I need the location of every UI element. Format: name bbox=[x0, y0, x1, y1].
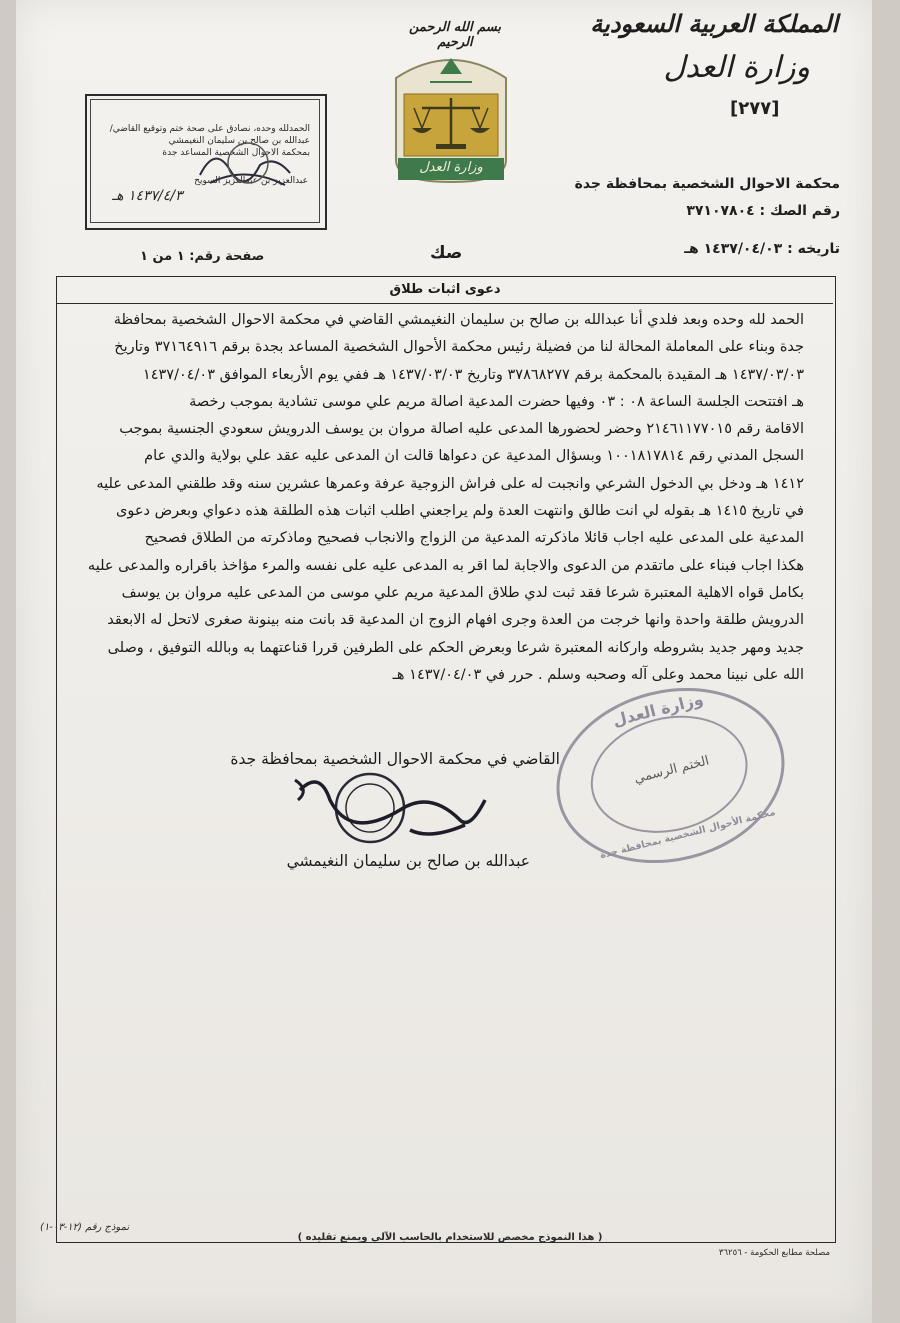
certification-line: عبدالله بن صالح بن سليمان النغيمشي bbox=[168, 136, 310, 146]
court-name: محكمة الاحوال الشخصية بمحافظة جدة bbox=[574, 176, 840, 192]
body-line: هكذا اجاب فبناء على ماتقدم من الدعوى والاجابة لما اقر به المدعى عليه على نفسه والمرء مؤاخذ باقراره والمدعى عليه bbox=[87, 557, 804, 574]
ministry-name: وزارة العدل bbox=[663, 50, 810, 85]
logo-caption: وزارة العدل bbox=[419, 160, 483, 175]
judge-title: القاضي في محكمة الاحوال الشخصية بمحافظة جدة bbox=[230, 750, 560, 768]
body-line: الله على نبينا محمد وعلى آله وصحبه وسلم . حرر في ١٤٣٧/٠٤/٠٣ هـ bbox=[392, 666, 804, 683]
official-stamp-label: الختم الرسمي bbox=[632, 753, 711, 787]
certification-signature bbox=[190, 135, 300, 195]
body-line: في تاريخ ١٤١٥ هـ بقوله لي انت طالق وانتهت العدة ولم يراجعني اطلب اثبات هذه الطلقة هذه دعواي وبعرض دعوى bbox=[116, 503, 804, 520]
body-line: جدة وبناء على المعاملة المحالة لنا من فضيلة رئيس محكمة الأحوال الشخصية المساعد بجدة برقم ٣٧١٦٤٩١٦ وتاريخ bbox=[114, 339, 804, 356]
body-line: ١٤٣٧/٠٣/٠٣ هـ المقيدة بالمحكمة برقم ٣٧٨٦٨٢٧٧ وتاريخ ١٤٣٧/٠٣/٠٣ هـ ففي يوم الأربعاء الموافق ١٤٣٧/٠٤/٠٣ bbox=[142, 366, 804, 383]
body-line: الاقامة رقم ٢١٤٦١١٧٧٠١٥ وحضر لحضورها المدعى عليه اصالة مروان بن يوسف الدرويش سعودي الجنسية بموجب bbox=[119, 421, 804, 438]
official-stamp-ring-text2: محكمة الأحوال الشخصية بمحافظة جدة bbox=[598, 806, 777, 862]
document-body bbox=[86, 307, 804, 689]
ministry-code: [٢٧٧] bbox=[730, 98, 780, 119]
body-line: الحمد لله وحده وبعد فلدي أنا عبدالله بن صالح بن سليمان النغيمشي القاضي في محكمة الاحوال الشخصية بمحافظة bbox=[113, 312, 804, 328]
body-line: الدرويش طلقة واحدة وانها خرجت من العدة وجرى افهام الزوج ان المدعية قد بانت منه بينونة صغرى لاتحل له الابعقد bbox=[107, 612, 804, 629]
footer-notice: ( هذا النموذج مخصص للاستخدام بالحاسب الآلي ويمنع تقليده ) bbox=[297, 1232, 603, 1243]
page-info: صفحة رقم: ١ من ١ bbox=[140, 249, 265, 264]
kingdom-name: المملكة العربية السعودية bbox=[590, 10, 838, 38]
body-line: المدعية على المدعى عليه اجاب قائلا ماذكرته المدعية من الزواج والانجاب فصحيح وماذكرته من الطلاق فصحيح bbox=[144, 530, 804, 547]
certification-line: بمحكمة الاحوال الشخصية المساعد جدة bbox=[162, 148, 310, 158]
document-title: دعوى اثبات طلاق bbox=[389, 282, 501, 297]
body-line: بكامل قواه الاهلية المعتبرة شرعا فقد ثبت لدي طلاق المدعية مريم علي موسى من المدعى عليه مروان بن يوسف bbox=[121, 584, 804, 601]
deed-date: تاريخه : ١٤٣٧/٠٤/٠٣ هـ bbox=[684, 241, 840, 257]
certification-date: ١٤٣٧/٤/٣ هـ bbox=[112, 188, 183, 204]
judge-signature bbox=[290, 770, 490, 850]
body-line: السجل المدني رقم ١٠٠١٨١٧٨١٤ وبسؤال المدعية عن دعواها قالت ان المدعى عليه عقد علي بولاية والدي عام bbox=[144, 448, 804, 465]
deed-label: صك bbox=[430, 243, 463, 263]
printer-notice: مصلحة مطابع الحكومة - ٣٦٢٥٦ bbox=[718, 1248, 830, 1258]
body-line: هـ افتتحت الجلسة الساعة ٠٨ : ٠٣ وفيها حضرت المدعية اصالة مريم علي موسى تشادية بموجب رخصة bbox=[189, 393, 804, 410]
form-number: نموذج رقم (١٢-٠٣-١) bbox=[40, 1222, 130, 1233]
body-line: جديد ومهر جديد بشروطه واركانه المعتبرة شرعا وبعرض الحكم على الطرفين قررا قناعتهما به وبالله التوفيق ، وصلى bbox=[107, 639, 804, 656]
deed-number: رقم الصك : ٣٧١٠٧٨٠٤ bbox=[686, 203, 840, 219]
certification-signatory: عبدالعزيز بن عبدالعزيز السويح bbox=[194, 176, 308, 186]
judge-name: عبدالله بن صالح بن سليمان النغيمشي bbox=[286, 852, 530, 870]
certification-line: الحمدلله وحده، نصادق على صحة ختم وتوقيع القاضي/ bbox=[109, 124, 310, 134]
ministry-logo bbox=[390, 48, 512, 186]
basmala: بسم الله الرحمن الرحيم bbox=[409, 20, 501, 50]
body-line: ١٤١٢ هـ ودخل بي الدخول الشرعي وانجبت له على فراش الزوجية عرفة وعمرها عشرين سنه وقد طلقني المدعى عليه bbox=[96, 475, 804, 492]
official-stamp-ring-text: وزارة العدل bbox=[610, 689, 706, 730]
